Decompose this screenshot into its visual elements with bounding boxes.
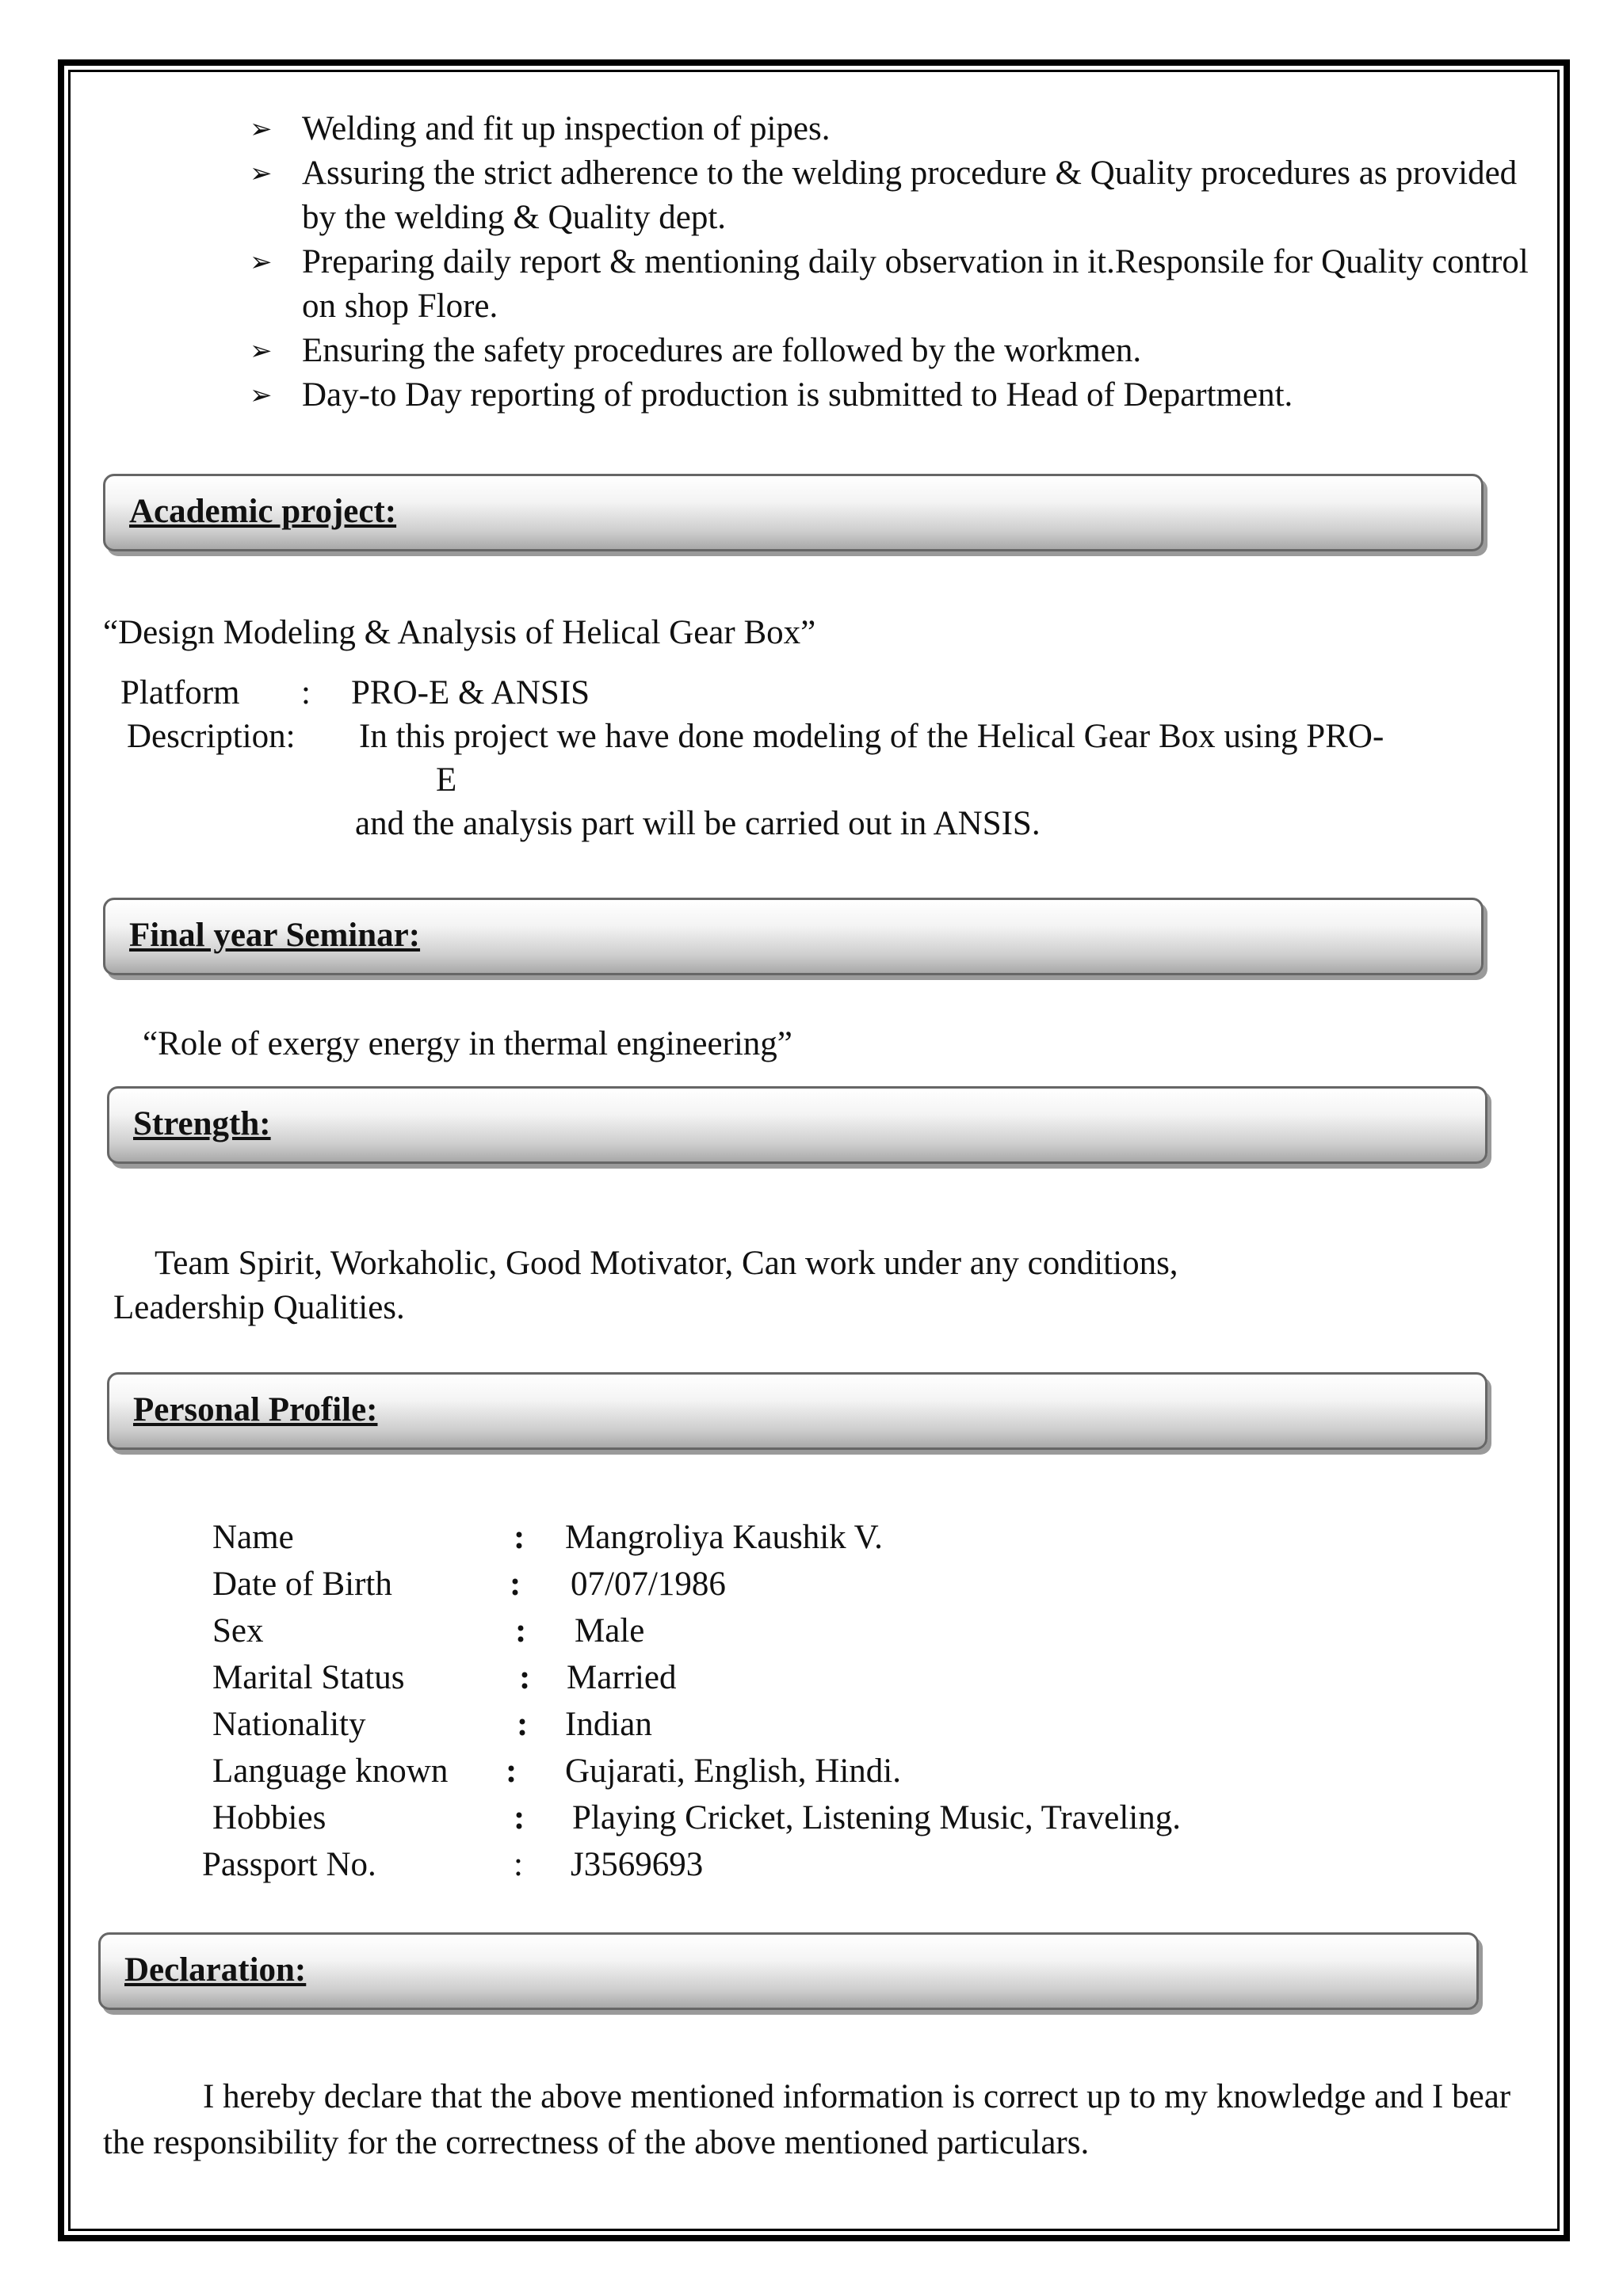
profile-value: Indian bbox=[565, 1706, 652, 1743]
profile-label: Passport No. bbox=[202, 1846, 376, 1883]
platform-label: Platform bbox=[120, 674, 240, 711]
arrow-bullet-icon: ➢ bbox=[250, 113, 273, 145]
profile-label: Hobbies bbox=[212, 1799, 327, 1836]
profile-value: J3569693 bbox=[571, 1846, 704, 1883]
profile-label: Marital Status bbox=[212, 1659, 405, 1696]
section-heading: Academic project: bbox=[129, 493, 397, 530]
strength-line-2: Leadership Qualities. bbox=[113, 1289, 405, 1326]
arrow-bullet-icon: ➢ bbox=[250, 246, 273, 278]
arrow-bullet-icon: ➢ bbox=[250, 158, 273, 189]
profile-colon: : bbox=[514, 1799, 525, 1836]
section-heading: Strength: bbox=[133, 1105, 271, 1142]
profile-label: Language known bbox=[212, 1753, 449, 1790]
personal-profile-banner bbox=[107, 1372, 1487, 1450]
list-item: ➢ Ensuring the safety procedures are followed by the workmen. bbox=[250, 329, 1533, 373]
profile-label: Sex bbox=[212, 1612, 264, 1650]
profile-value: 07/07/1986 bbox=[571, 1566, 726, 1603]
profile-colon: : bbox=[519, 1659, 531, 1696]
profile-colon: : bbox=[506, 1753, 517, 1790]
profile-label: Name bbox=[212, 1519, 294, 1556]
profile-colon: : bbox=[514, 1519, 525, 1556]
list-item: ➢ Preparing daily report & mentioning daily observation in it.Responsile for Quality control on shop Flore. bbox=[250, 240, 1533, 329]
profile-label: Nationality bbox=[212, 1706, 366, 1743]
section-heading: Personal Profile: bbox=[133, 1391, 378, 1428]
description-label: Description: bbox=[127, 718, 296, 755]
declaration-banner bbox=[98, 1932, 1479, 2010]
profile-label: Date of Birth bbox=[212, 1566, 392, 1603]
list-item: ➢ Day-to Day reporting of production is submitted to Head of Department. bbox=[250, 373, 1533, 418]
platform-value: PRO-E & ANSIS bbox=[351, 674, 590, 711]
list-item: ➢ Assuring the strict adherence to the welding procedure & Quality procedures as provided by the welding & Quality dept. bbox=[250, 151, 1533, 240]
profile-colon: : bbox=[517, 1706, 529, 1743]
list-item: ➢ Welding and fit up inspection of pipes. bbox=[250, 107, 1533, 151]
profile-value: Married bbox=[567, 1659, 677, 1696]
final-year-seminar-banner bbox=[103, 898, 1484, 975]
strength-banner bbox=[107, 1086, 1487, 1164]
duties-list bbox=[250, 107, 1533, 418]
profile-colon: : bbox=[514, 1846, 523, 1883]
section-heading: Declaration: bbox=[124, 1951, 307, 1989]
profile-value: Male bbox=[575, 1612, 645, 1650]
section-heading: Final year Seminar: bbox=[129, 917, 421, 954]
profile-colon: : bbox=[515, 1612, 527, 1650]
project-title: “Design Modeling & Analysis of Helical Gear Box” bbox=[103, 614, 816, 651]
profile-value: Mangroliya Kaushik V. bbox=[565, 1519, 883, 1556]
description-line-1: In this project we have done modeling of the Helical Gear Box using PRO- bbox=[359, 718, 1384, 755]
arrow-bullet-icon: ➢ bbox=[250, 335, 273, 367]
profile-value: Playing Cricket, Listening Music, Traveling. bbox=[572, 1799, 1181, 1836]
profile-colon: : bbox=[510, 1566, 521, 1603]
strength-line-1: Team Spirit, Workaholic, Good Motivator, Can work under any conditions, bbox=[155, 1245, 1178, 1282]
arrow-bullet-icon: ➢ bbox=[250, 379, 273, 411]
description-line-2: E bbox=[436, 761, 457, 799]
declaration-text: I hereby declare that the above mentioned information is correct up to my knowledge and I bear the responsibility for the correctness of the above mentioned particulars. bbox=[103, 2078, 1511, 2161]
academic-project-banner bbox=[103, 474, 1484, 551]
seminar-title: “Role of exergy energy in thermal engineering” bbox=[143, 1025, 792, 1062]
description-line-3: and the analysis part will be carried out in ANSIS. bbox=[355, 805, 1041, 842]
profile-value: Gujarati, English, Hindi. bbox=[565, 1753, 901, 1790]
platform-colon: : bbox=[301, 674, 311, 711]
